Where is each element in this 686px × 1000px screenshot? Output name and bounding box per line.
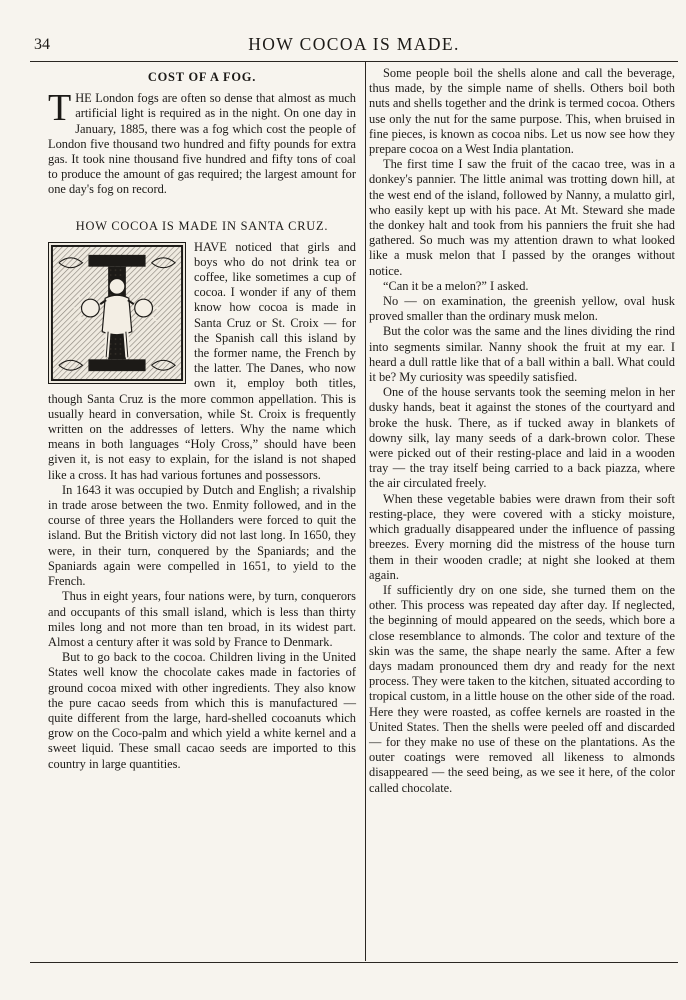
footer-rule bbox=[30, 962, 678, 963]
article-title-cocoa: HOW COCOA IS MADE IN SANTA CRUZ. bbox=[75, 218, 329, 233]
fog-paragraph bbox=[48, 87, 356, 197]
cocoa-paragraph-2: In 1643 it was occupied by Dutch and English; a rivalship in trade arose between the two. Enmity followed, and in the course of three years the Hollanders were forced to quit the island. But the British victory did not last long. In 1650, they were, in their turn, conquered by the Spaniards; and the Spaniards again were compelled in 1651, to yield to the French. bbox=[48, 482, 356, 589]
cocoa-paragraph-9: But the color was the same and the lines dividing the rind into segments similar. Nanny shook the fruit at my ear. I heard a dull rattle like that of a ball within a ball. What could it be? My curiosity was speedily satisfied. bbox=[369, 324, 675, 385]
cocoa-paragraph-5: Some people boil the shells alone and call the beverage, thus made, by the simple name of shells. Others boil both nuts and shells together and the drink is termed cocoa. Others use only the nut for the same purpose. This, when bruised in fine pieces, is known as cocoa nibs. Let us now see how they prepare cocoa on a West India plantation. bbox=[369, 66, 675, 157]
cocoa-paragraph-11: When these vegetable babies were drawn from their soft resting-place, they were covered with a sticky moisture, which gradually disappeared under the influence of passing breezes. Every morning did the mistress of the house turn them in their wooden cradle; at night she looked at them again. bbox=[369, 491, 675, 582]
running-title: HOW COCOA IS MADE. bbox=[248, 34, 460, 54]
decorated-initial-i-icon bbox=[49, 243, 185, 383]
cocoa-paragraph-12: If sufficiently dry on one side, she turned them on the other. This process was repeated day after day. If neglected, the beginning of mould appeared on the seeds, which bore a close resemblance to almonds. The color and texture of the skin was the same, the shape nearly the same. After a few days madam pronounced them dry and ready for the next process. They were taken to the kitchen, situated according to tropical custom, in a little house on the other side of the road. Here they were roasted, as coffee kernels are roasted in the United States. Then the shells were peeled off and discarded — for they make no use of these on the plantations. As the outer coatings were removed all likeness to almonds disappeared — the seed being, as we see it here, of the color called chocolate. bbox=[369, 582, 675, 795]
drop-cap-t: T bbox=[48, 87, 72, 130]
page-number: 34 bbox=[34, 36, 50, 53]
cocoa-paragraph-3: Thus in eight years, four nations were, by turn, conquerors and occupants of this small island, which is less than thirty miles long and not more than ten broad, in its widest part. Almost a century after it was sold by France to Denmark. bbox=[48, 589, 356, 649]
cocoa-paragraph-4: But to go back to the cocoa. Children living in the United States well know the chocolate cakes made in factories of ground cocoa mixed with other ingredients. They also know the pure cacao seeds from which this is manufactured — quite different from the large, hard-shelled cocoanuts which grow on the Coco-palm and which yield a white kernel and a sweet liquid. These small cacao seeds are imported to this country in large quantities. bbox=[48, 650, 356, 771]
right-column bbox=[369, 66, 675, 796]
cocoa-paragraph-6: The first time I saw the fruit of the cacao tree, was in a donkey's pannier. The little animal was trotting down hill, at the west end of the island, followed by Nanny, a mulatto girl, who easily kept up with his pace. At Mt. Steward she made the donkey halt and took from his panniers the fruit she had gathered. So much was my attention drawn to what looked like a musk melon that I passed by the oranges without notice. bbox=[369, 157, 675, 278]
header-rule bbox=[30, 61, 678, 62]
cocoa-paragraph-7: “Can it be a melon?” I asked. bbox=[383, 278, 529, 293]
cocoa-paragraph-8: No — on examination, the greenish yellow, oval husk proved smaller than the ordinary musk melon. bbox=[369, 294, 675, 324]
cocoa-paragraph-10: One of the house servants took the seeming melon in her dusky hands, beat it against the stones of the courtyard and broke the husk. There, as if tucked away in blankets of downy silk, lay many seeds of a dark-brown color. These were picked out of their resting-place and laid in a wooden tray — the tray itself being carried to a back piazza, where the air circulated freely. bbox=[369, 385, 675, 491]
fog-text: HE London fogs are often so dense that almost as much artificial light is required as in the night. On one day in January, 1885, there was a fog which cost the people of London five thousand two hundred and fifty pounds for extra gas. It took nine thousand five hundred and fifty tons of coal to produce the amount of gas required; the largest amount for one day's fog on record. bbox=[48, 91, 356, 197]
cocoa-paragraph-1: HAVE noticed that girls and boys who do not drink tea or coffee, like sometimes a cup of cocoa. I wonder if any of them know how cocoa is made in Santa Cruz or St. Croix — for the Spanish call this island by the former name, the French by the latter. The Danes, who now own it, employ both titles, though Santa Cruz is the more common appellation. This is usually heard in conversation, while St. Croix is frequently written on the addresses of letters. Why the name which means in both languages “Holy Cross,” should have been given it, is not easy to explain, for the island is not shaped like a cross. It has had various fortunes and possessors. bbox=[48, 239, 356, 482]
column-divider bbox=[365, 62, 366, 961]
decorated-initial-illustration bbox=[48, 242, 186, 384]
article-title-cost-of-a-fog: COST OF A FOG. bbox=[147, 70, 257, 84]
left-column bbox=[48, 66, 356, 772]
running-head bbox=[34, 34, 674, 60]
